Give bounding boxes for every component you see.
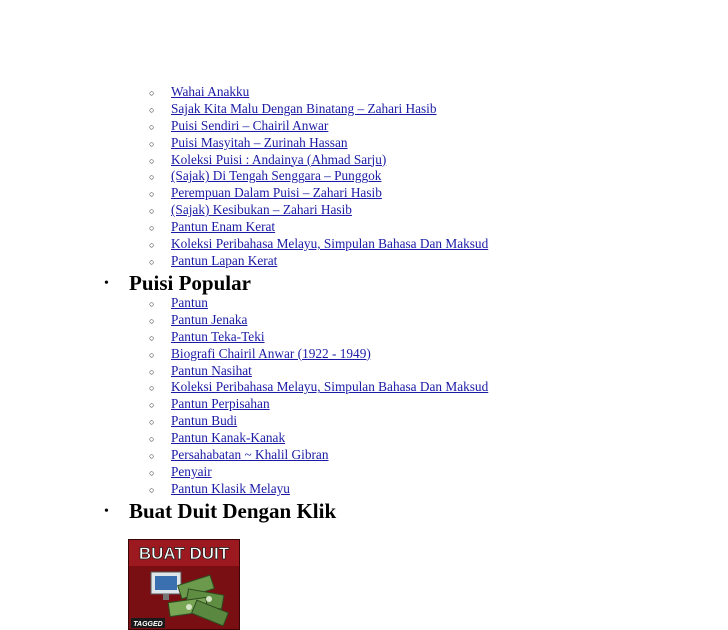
post-link[interactable]: Pantun Enam Kerat bbox=[171, 219, 276, 235]
section-title: Buat Duit Dengan Klik bbox=[129, 499, 337, 523]
section-title: Puisi Popular bbox=[129, 271, 251, 295]
post-link[interactable]: Puisi Masyitah – Zurinah Hassan bbox=[171, 134, 348, 150]
circle-bullet-icon: ○ bbox=[149, 434, 155, 445]
circle-bullet-icon: ○ bbox=[149, 349, 155, 360]
list-item bbox=[0, 329, 488, 346]
post-link[interactable]: Pantun Klasik Melayu bbox=[171, 480, 290, 496]
circle-bullet-icon: ○ bbox=[149, 315, 155, 326]
post-link[interactable]: Pantun Teka-Teki bbox=[171, 328, 265, 344]
post-link[interactable]: Koleksi Puisi : Andainya (Ahmad Sarju) bbox=[171, 151, 387, 167]
list-item bbox=[0, 185, 488, 202]
post-link[interactable]: Pantun Perpisahan bbox=[171, 396, 270, 412]
circle-bullet-icon: ○ bbox=[149, 417, 155, 428]
list-item bbox=[0, 363, 488, 380]
post-link[interactable]: Pantun Lapan Kerat bbox=[171, 252, 278, 268]
list-item bbox=[0, 202, 488, 219]
post-link[interactable]: Biografi Chairil Anwar (1922 - 1949) bbox=[171, 345, 371, 361]
post-link[interactable]: (Sajak) Di Tengah Senggara – Punggok bbox=[171, 168, 382, 184]
circle-bullet-icon: ○ bbox=[149, 484, 155, 495]
list-item bbox=[0, 295, 488, 312]
disc-bullet-icon: • bbox=[104, 276, 109, 291]
circle-bullet-icon: ○ bbox=[149, 400, 155, 411]
circle-bullet-icon: ○ bbox=[149, 88, 155, 98]
circle-bullet-icon: ○ bbox=[149, 189, 155, 200]
post-link[interactable]: Pantun Kanak-Kanak bbox=[171, 430, 286, 446]
post-link[interactable]: Pantun Jenaka bbox=[171, 311, 248, 327]
circle-bullet-icon: ○ bbox=[149, 366, 155, 377]
circle-bullet-icon: ○ bbox=[149, 172, 155, 183]
post-link[interactable]: Pantun bbox=[171, 295, 208, 310]
list-item bbox=[0, 101, 488, 118]
post-link[interactable]: Puisi Sendiri – Chairil Anwar bbox=[171, 117, 329, 133]
popular-posts-list bbox=[0, 295, 488, 498]
post-link[interactable]: Koleksi Peribahasa Melayu, Simpulan Bahasa Dan Maksud bbox=[171, 379, 489, 395]
post-link[interactable]: Perempuan Dalam Puisi – Zahari Hasib bbox=[171, 185, 382, 201]
list-item bbox=[0, 219, 488, 236]
disc-bullet-icon: • bbox=[104, 504, 109, 519]
list-item bbox=[0, 430, 488, 447]
list-item bbox=[0, 481, 488, 498]
recent-posts-list bbox=[0, 84, 488, 270]
circle-bullet-icon: ○ bbox=[149, 155, 155, 166]
post-link[interactable]: Wahai Anakku bbox=[171, 84, 250, 99]
list-item bbox=[0, 346, 488, 363]
list-item bbox=[0, 447, 488, 464]
banner-tag: TAGGED bbox=[133, 621, 163, 628]
circle-bullet-icon: ○ bbox=[149, 138, 155, 149]
banner-graphic bbox=[129, 540, 239, 629]
list-item bbox=[0, 168, 488, 185]
banner-title: BUAT DUIT bbox=[138, 544, 230, 563]
list-item bbox=[0, 118, 488, 135]
circle-bullet-icon: ○ bbox=[149, 104, 155, 115]
list-item bbox=[0, 236, 488, 253]
post-link[interactable]: Koleksi Peribahasa Melayu, Simpulan Bahasa Dan Maksud bbox=[171, 236, 489, 252]
post-link[interactable]: Pantun Nasihat bbox=[171, 362, 252, 378]
circle-bullet-icon: ○ bbox=[149, 299, 155, 309]
list-item bbox=[0, 396, 488, 413]
circle-bullet-icon: ○ bbox=[149, 223, 155, 234]
circle-bullet-icon: ○ bbox=[149, 451, 155, 462]
circle-bullet-icon: ○ bbox=[149, 256, 155, 267]
list-item bbox=[0, 464, 488, 481]
post-link[interactable]: Sajak Kita Malu Dengan Binatang – Zahari Hasib bbox=[171, 100, 437, 116]
list-item bbox=[0, 379, 488, 396]
list-item bbox=[0, 84, 488, 101]
circle-bullet-icon: ○ bbox=[149, 383, 155, 394]
circle-bullet-icon: ○ bbox=[149, 332, 155, 343]
list-item bbox=[0, 413, 488, 430]
list-item bbox=[0, 135, 488, 152]
circle-bullet-icon: ○ bbox=[149, 121, 155, 132]
circle-bullet-icon: ○ bbox=[149, 467, 155, 478]
list-item bbox=[0, 312, 488, 329]
circle-bullet-icon: ○ bbox=[149, 240, 155, 251]
post-link[interactable]: Pantun Budi bbox=[171, 413, 238, 429]
post-link[interactable]: Persahabatan ~ Khalil Gibran bbox=[171, 447, 329, 463]
list-item bbox=[0, 152, 488, 169]
post-link[interactable]: Penyair bbox=[171, 463, 212, 479]
circle-bullet-icon: ○ bbox=[149, 206, 155, 217]
post-link[interactable]: (Sajak) Kesibukan – Zahari Hasib bbox=[171, 202, 352, 218]
buat-duit-banner[interactable] bbox=[128, 539, 240, 630]
list-item bbox=[0, 253, 488, 270]
